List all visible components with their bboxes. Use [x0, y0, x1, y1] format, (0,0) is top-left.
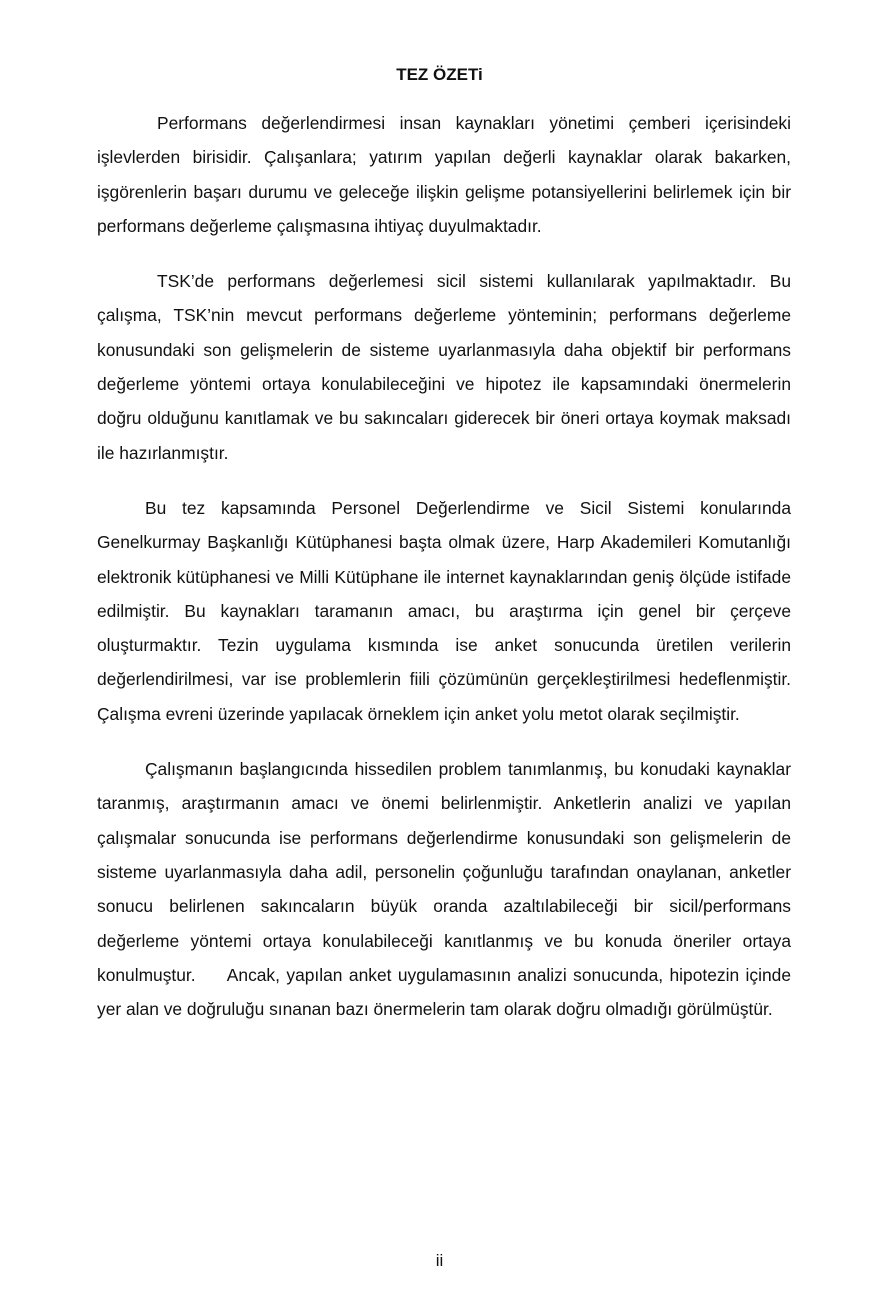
document-body: [97, 106, 796, 1047]
paragraph-3: Bu tez kapsamında Personel Değerlendirme ve Sicil Sistemi konularında Genelkurmay Başkanlığı Kütüphanesi başta olmak üzere, Harp Akademileri Komutanlığı elektronik kütüphanesi ve Milli Kütüphane ile internet kaynaklarından geniş ölçüde istifade edilmiştir. Bu kaynakları taramanın amacı, bu araştırma için genel bir çerçeve oluşturmaktır. Tezin uygulama kısmında ise anket sonucunda üretilen verilerin değerlendirilmesi, var ise problemlerin fiili çözümünün gerçekleştirilmesi hedeflenmiştir. Çalışma evreni üzerinde yapılacak örneklem için anket yolu metot olarak seçilmiştir.: [97, 497, 791, 724]
paragraph-4: Çalışmanın başlangıcında hissedilen problem tanımlanmış, bu konudaki kaynaklar taranmış, araştırmanın amacı ve önemi belirlenmiştir. Anketlerin analizi ve yapılan çalışmalar sonucunda ise performans değerlendirme konusundaki son gelişmelerin de sisteme uyarlanmasıyla daha adil, personelin çoğunluğu tarafından onaylanan, anketler sonucu belirlenen sakıncaların büyük oranda azaltılabileceği bir sicil/performans değerleme yöntemi ortaya konulabileceği kanıtlanmış ve bu konuda öneriler ortaya konulmuştur. Ancak, yapılan anket uygulamasının analizi sonucunda, hipotezin içinde yer alan ve doğruluğu sınanan bazı önermelerin tam olarak doğru olmadığı görülmüştür.: [97, 759, 796, 1020]
paragraph-1: Performans değerlendirmesi insan kaynakları yönetimi çemberi içerisindeki işlevlerden birisidir. Çalışanlara; yatırım yapılan değerli kaynaklar olarak bakarken, işgörenlerin başarı durumu ve geleceğe ilişkin gelişme potansiyellerini belirlemek için bir performans değerleme çalışmasına ihtiyaç duyulmaktadır.: [97, 113, 791, 236]
page-number: ii: [435, 1251, 444, 1270]
page-title: TEZ ÖZETi: [396, 65, 483, 84]
paragraph-2: TSK’de performans değerlemesi sicil sistemi kullanılarak yapılmaktadır. Bu çalışma, TSK’nin mevcut performans değerleme yönteminin; performans değerleme konusundaki son gelişmelerin de sisteme uyarlanmasıyla daha objektif bir performans değerleme yöntemi ortaya konulabileceğini ve hipotez ile kapsamındaki önermelerin doğru olduğunu kanıtlamak ve bu sakıncaları giderecek bir öneri ortaya koymak maksadı ile hazırlanmıştır.: [97, 271, 791, 463]
